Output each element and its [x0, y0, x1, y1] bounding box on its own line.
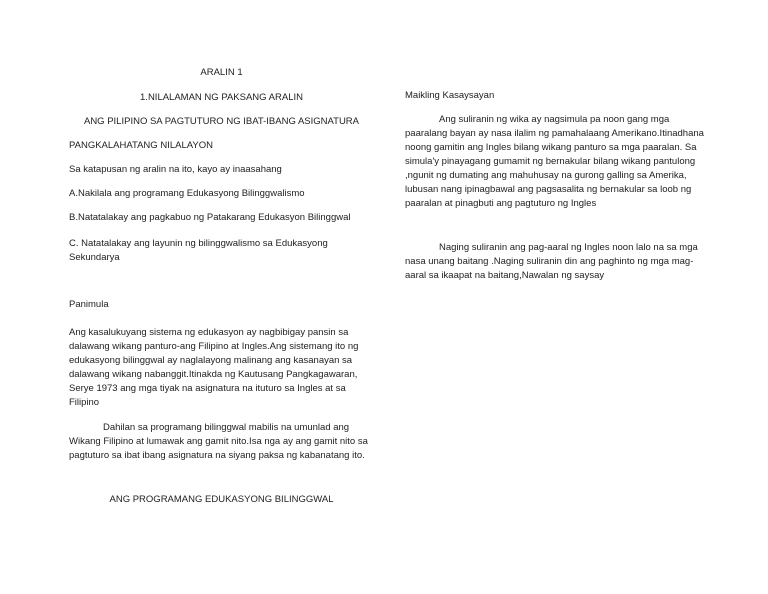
objective-b: B.Natatalakay ang pagkabuo ng Patakarang Edukasyon Bilinggwal — [69, 212, 351, 223]
history-paragraph-2: Naging suliranin ang pag-aaral ng Ingles noon lalo na sa mga nasa unang baitang .Naging suliranin din ang paghinto ng mga mag-aaral sa ikaapat na baitang,Nawalan ng saysay — [405, 242, 698, 281]
contents-title: 1.NILALAMAN NG PAKSANG ARALIN — [140, 92, 303, 103]
general-objectives-heading: PANGKALAHATANG NILALAYON — [69, 140, 213, 151]
panimula-paragraph-1: Ang kasalukuyang sistema ng edukasyon ay nagbibigay pansin sa dalawang wikang panturo-ang Filipino at Ingles.Ang sistemang ito ng edukasyong bilinggwal ay naglalayong malinang ang kasanayan sa dalawang wikang nabanggit.Itinakda ng Kautusang Pangkagawaran, Serye 1973 ang mga tiyak na asignatura na ituturo sa Ingles at sa Filipino — [69, 327, 359, 408]
history-heading: Maikling Kasaysayan — [405, 90, 495, 101]
intro-line: Sa katapusan ng aralin na ito, kayo ay inaasahang — [69, 164, 282, 175]
objective-c: C. Natatalakay ang layunin ng bilinggwalismo sa Edukasyong Sekundarya — [69, 238, 328, 263]
objective-a: A.Nakilala ang programang Edukasyong Bilinggwalismo — [69, 188, 305, 199]
lesson-title: ARALIN 1 — [200, 67, 243, 78]
subject-title: ANG PILIPINO SA PAGTUTURO NG IBAT-IBANG ASIGNATURA — [83, 116, 360, 127]
history-paragraph-1: Ang suliranin ng wika ay nagsimula pa noon gang mga paaralang bayan ay nasa ilalim ng pamahalaang Amerikano.Itinadhana noong gamitin ang Ingles bilang wikang panturo sa mga paaralan. Sa simula'y pinayagang gumamit ng bernakular bilang wikang pantulong ,ngunit ng dumating ang mahuhusay na gurong galling sa Amerika, lubusan nang ipinagbawal ang pagsasalita ng bernakular sa loob ng paaralan at pinagbuti ang pagtuturo ng Ingles — [405, 114, 704, 209]
panimula-paragraph-2: Dahilan sa programang bilinggwal mabilis na umunlad ang Wikang Filipino at lumawak ang gamit nito.Isa nga ay ang gamit nito sa pagtuturo sa ibat ibang asignatura na siyang paksa ng kabanatang ito. — [69, 422, 368, 461]
program-heading: ANG PROGRAMANG EDUKASYONG BILINGGWAL — [109, 494, 334, 505]
panimula-heading: Panimula — [69, 299, 109, 310]
